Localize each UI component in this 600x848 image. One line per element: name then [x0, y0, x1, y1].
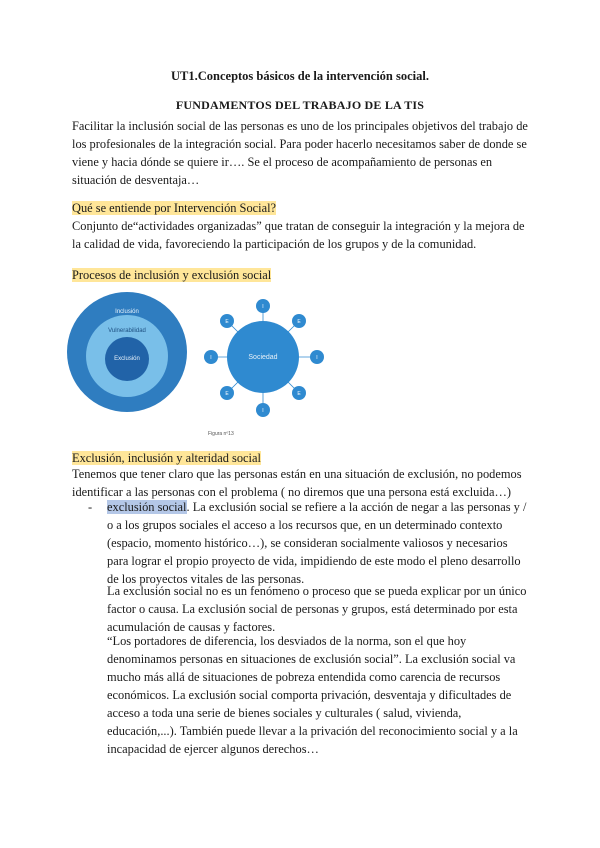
satellite-label: I: [316, 355, 318, 361]
ring-label-vulnerability: Vulnerabilidad: [108, 328, 146, 334]
exclusion-paragraph-3: “Los portadores de diferencia, los desviados de la norma, son el que hoy denominamos personas en situaciones de exclusión social”. La exclusión social va mucho más allá de situaciones de pobreza entendida como carencia de recursos económicos. La exclusión social comporta privación, desventaja y dificultades de acceso a toda una serie de bienes sociales y culturales ( salud, vivienda, educación,...). También puede llevar a la privación del reconocimiento social y a la incapacidad de ejercer algunos derechos…: [107, 634, 518, 756]
society-label: Sociedad: [248, 354, 278, 361]
satellite-label: E: [297, 319, 301, 325]
satellite-label: E: [225, 319, 229, 325]
satellite-node: [292, 314, 306, 328]
satellite-node: [204, 350, 218, 364]
exclusion-intro: Tenemos que tener claro que las personas están en una situación de exclusión, no podemos identificar a las personas con el problema ( no diremos que una persona está excluida…): [72, 467, 522, 499]
satellite-node: [220, 314, 234, 328]
satellite-node: [292, 386, 306, 400]
satellite-label: I: [262, 408, 264, 414]
exclusion-term-definition: . La exclusión social se refiere a la acción de negar a las personas y / o a los grupos sociales el acceso a los recursos que, en un determinado contexto (espacio, momento histórico…), se consideran socialmente valiosos y necesarios para lograr el propio proyecto de vida, impidiendo de este modo el pleno desarrollo de los proyectos vitales de las personas.: [107, 500, 527, 586]
satellite-label: E: [225, 391, 229, 397]
inclusion-exclusion-figure: [60, 292, 350, 442]
document-title: UT1.Conceptos básicos de la intervención social.: [171, 69, 429, 83]
question-heading-text: Qué se entiende por Intervención Social?: [72, 201, 277, 215]
exclusion-paragraph-2: La exclusión social no es un fenómeno o proceso que se pueda explicar por un único factor o causa. La exclusión social de personas y grupos, está determinado por esta acumulación de causas y factores.: [107, 584, 527, 634]
question-heading: [72, 199, 276, 217]
exclusion-term: exclusión social: [107, 500, 187, 514]
satellite-node: [220, 386, 234, 400]
ring-label-inclusion: Inclusión: [115, 309, 139, 315]
processes-heading-text: Procesos de inclusión y exclusión social: [72, 268, 272, 282]
satellite-label: I: [262, 304, 264, 310]
satellite-label: I: [210, 355, 212, 361]
exclusion-definition: [107, 498, 527, 588]
satellite-node: [256, 403, 270, 417]
question-answer: Conjunto de“actividades organizadas” que tratan de conseguir la integración y la mejora de la calidad de vida, favoreciendo la participación de los grupos y de la comunidad.: [72, 219, 525, 251]
satellite-node: [256, 299, 270, 313]
section-subtitle: FUNDAMENTOS DEL TRABAJO DE LA TIS: [175, 98, 425, 112]
ring-label-exclusion: Exclusión: [114, 356, 140, 362]
figure-caption: Figura nº13: [208, 431, 234, 437]
bullet-marker: -: [88, 500, 93, 514]
society-diagram: [204, 299, 324, 417]
processes-heading: [72, 266, 271, 284]
satellite-node: [310, 350, 324, 364]
satellite-label: E: [297, 391, 301, 397]
exclusion-heading-text: Exclusión, inclusión y alteridad social: [72, 451, 261, 465]
intro-paragraph: Facilitar la inclusión social de las personas es uno de los principales objetivos del trabajo de los profesionales de la integración social. Para poder hacerlo necesitamos saber de donde se viene y hacia dónde se quiere ir…. Se el proceso de acompañamiento de personas en situación de desventaja…: [72, 119, 528, 187]
